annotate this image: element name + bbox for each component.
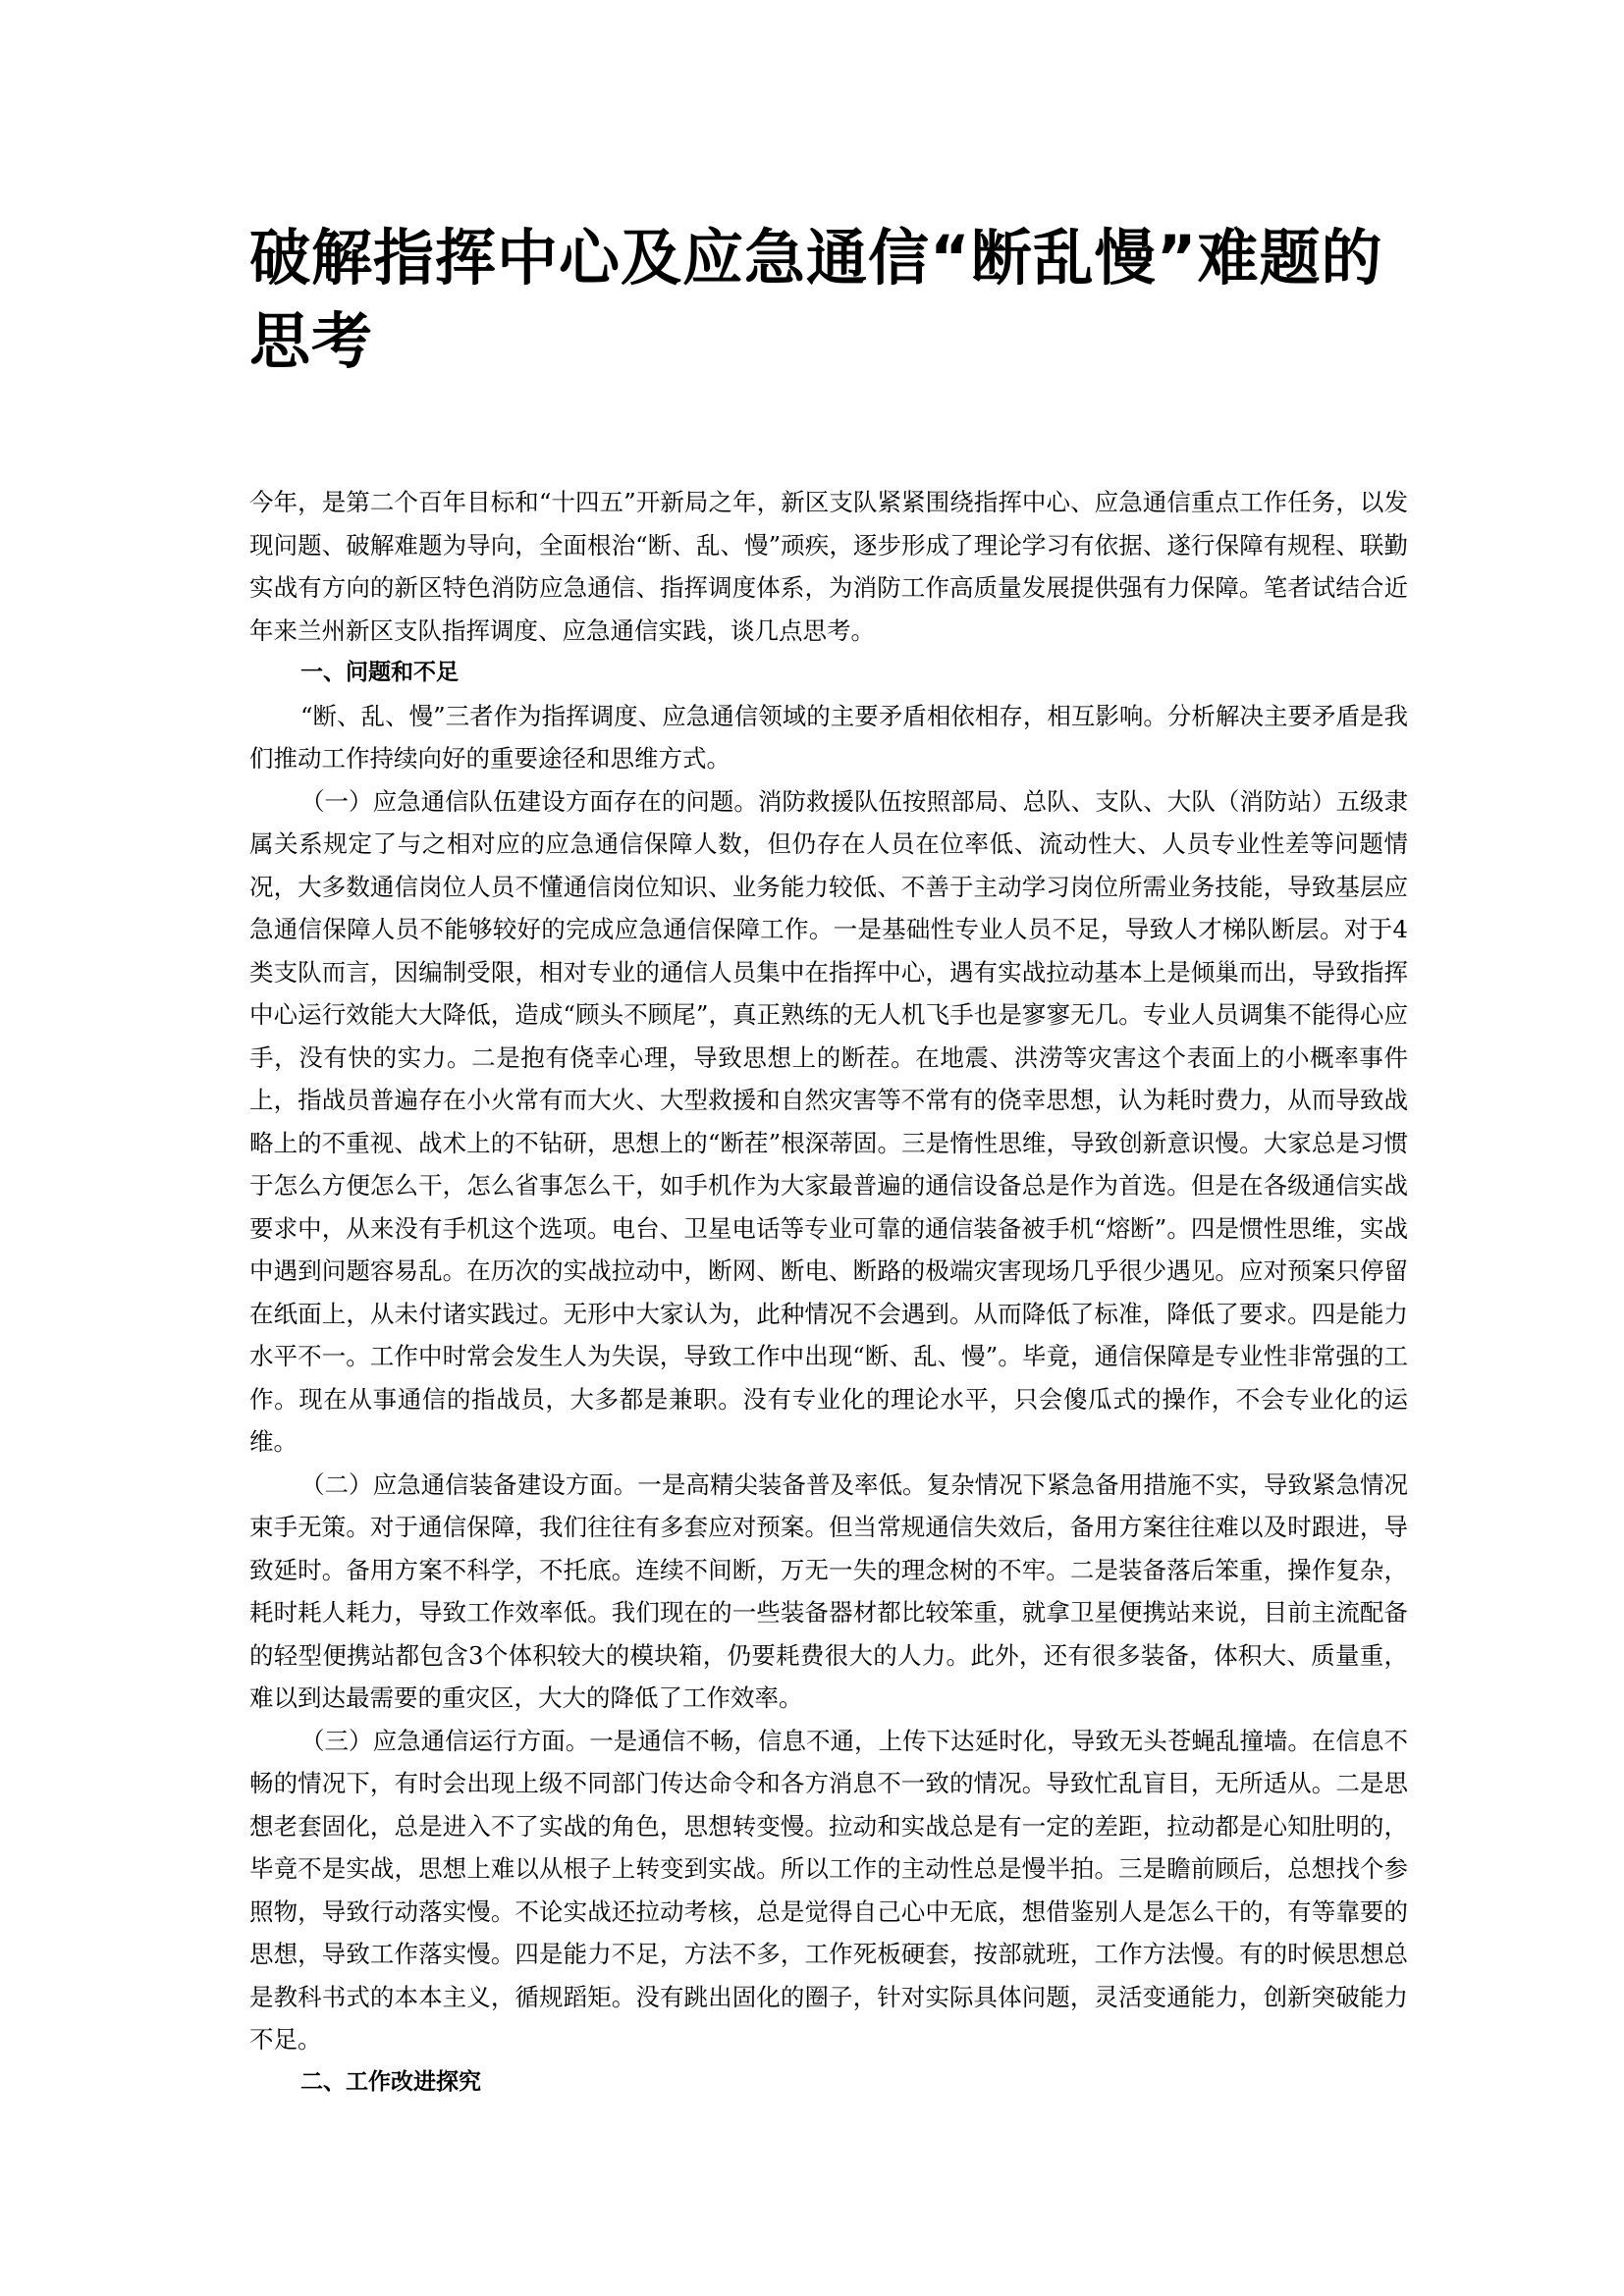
intro-paragraph: 今年，是第二个百年目标和“十四五”开新局之年，新区支队紧紧围绕指挥中心、应急通信重点工作任务，以发现问题、破解难题为导向，全面根治“断、乱、慢”顽疾，逐步形成了理论学习有依据、遂行保障有规程、联勤实战有方向的新区特色消防应急通信、指挥调度体系，为消防工作高质量发展提供强有力保障。笔者试结合近年来兰州新区支队指挥调度、应急通信实践，谈几点思考。 [249, 488, 1408, 645]
paragraph-operation: （三）应急通信运行方面。一是通信不畅，信息不通，上传下达延时化，导致无头苍蝇乱撞墙。在信息不畅的情况下，有时会出现上级不同部门传达命令和各方消息不一致的情况。导致忙乱盲目，无所适从。二是思想老套固化，总是进入不了实战的角色，思想转变慢。拉动和实战总是有一定的差距，拉动都是心知肚明的，毕竟不是实战，思想上难以从根子上转变到实战。所以工作的主动性总是慢半拍。三是瞻前顾后，总想找个参照物，导致行动落实慢。不论实战还拉动考核，总是觉得自己心中无底，想借鉴别人是怎么干的，有等靠要的思想，导致工作落实慢。四是能力不足，方法不多，工作死板硬套，按部就班，工作方法慢。有的时候思想总是教科书式的本本主义，循规蹈矩。没有跳出固化的圈子，针对实际具体问题，灵活变通能力，创新突破能力不足。 [249, 1726, 1408, 2054]
section-heading-improvement: 二、工作改进探究 [300, 2068, 481, 2095]
document-title: 破解指挥中心及应急通信“断乱慢”难题的思考 [249, 222, 1383, 377]
document-page [249, 216, 1408, 2104]
section-heading-problems: 一、问题和不足 [300, 660, 459, 685]
paragraph-equipment: （二）应急通信装备建设方面。一是高精尖装备普及率低。复杂情况下紧急备用措施不实，导致紧急情况束手无策。对于通信保障，我们往往有多套应对预案。但当常规通信失效后，备用方案往往难以及时跟进，导致延时。备用方案不科学，不托底。连续不间断，万无一失的理念树的不牢。二是装备落后笨重，操作复杂，耗时耗人耗力，导致工作效率低。我们现在的一些装备器材都比较笨重，就拿卫星便携站来说，目前主流配备的轻型便携站都包含3个体积较大的模块箱，仍要耗费很大的人力。此外，还有很多装备，体积大、质量重，难以到达最需要的重灾区，大大的降低了工作效率。 [249, 1469, 1408, 1712]
section-intro-paragraph: “断、乱、慢”三者作为指挥调度、应急通信领域的主要矛盾相依相存，相互影响。分析解决主要矛盾是我们推动工作持续向好的重要途径和思维方式。 [249, 701, 1408, 773]
document-body [249, 481, 1408, 2104]
paragraph-team-building: （一）应急通信队伍建设方面存在的问题。消防救援队伍按照部局、总队、支队、大队（消防站）五级隶属关系规定了与之相对应的应急通信保障人数，但仍存在人员在位率低、流动性大、人员专业性差等问题情况，大多数通信岗位人员不懂通信岗位知识、业务能力较低、不善于主动学习岗位所需业务技能，导致基层应急通信保障人员不能够较好的完成应急通信保障工作。一是基础性专业人员不足，导致人才梯队断层。对于4类支队而言，因编制受限，相对专业的通信人员集中在指挥中心，遇有实战拉动基本上是倾巢而出，导致指挥中心运行效能大大降低，造成“顾头不顾尾”，真正熟练的无人机飞手也是寥寥无几。专业人员调集不能得心应手，没有快的实力。二是抱有侥幸心理，导致思想上的断茬。在地震、洪涝等灾害这个表面上的小概率事件上，指战员普遍存在小火常有而大火、大型救援和自然灾害等不常有的侥幸思想，认为耗时费力，从而导致战略上的不重视、战术上的不钻研，思想上的“断茬”根深蒂固。三是惰性思维，导致创新意识慢。大家总是习惯于怎么方便怎么干，怎么省事怎么干，如手机作为大家最普遍的通信设备总是作为首选。但是在各级通信实战要求中，从来没有手机这个选项。电台、卫星电话等专业可靠的通信装备被手机“熔断”。四是惯性思维，实战中遇到问题容易乱。在历次的实战拉动中，断网、断电、断路的极端灾害现场几乎很少遇见。应对预案只停留在纸面上，从未付诸实践过。无形中大家认为，此种情况不会遇到。从而降低了标准，降低了要求。四是能力水平不一。工作中时常会发生人为失误，导致工作中出现“断、乱、慢”。毕竟，通信保障是专业性非常强的工作。现在从事通信的指战员，大多都是兼职。没有专业化的理论水平，只会傻瓜式的操作，不会专业化的运维。 [249, 786, 1408, 1456]
